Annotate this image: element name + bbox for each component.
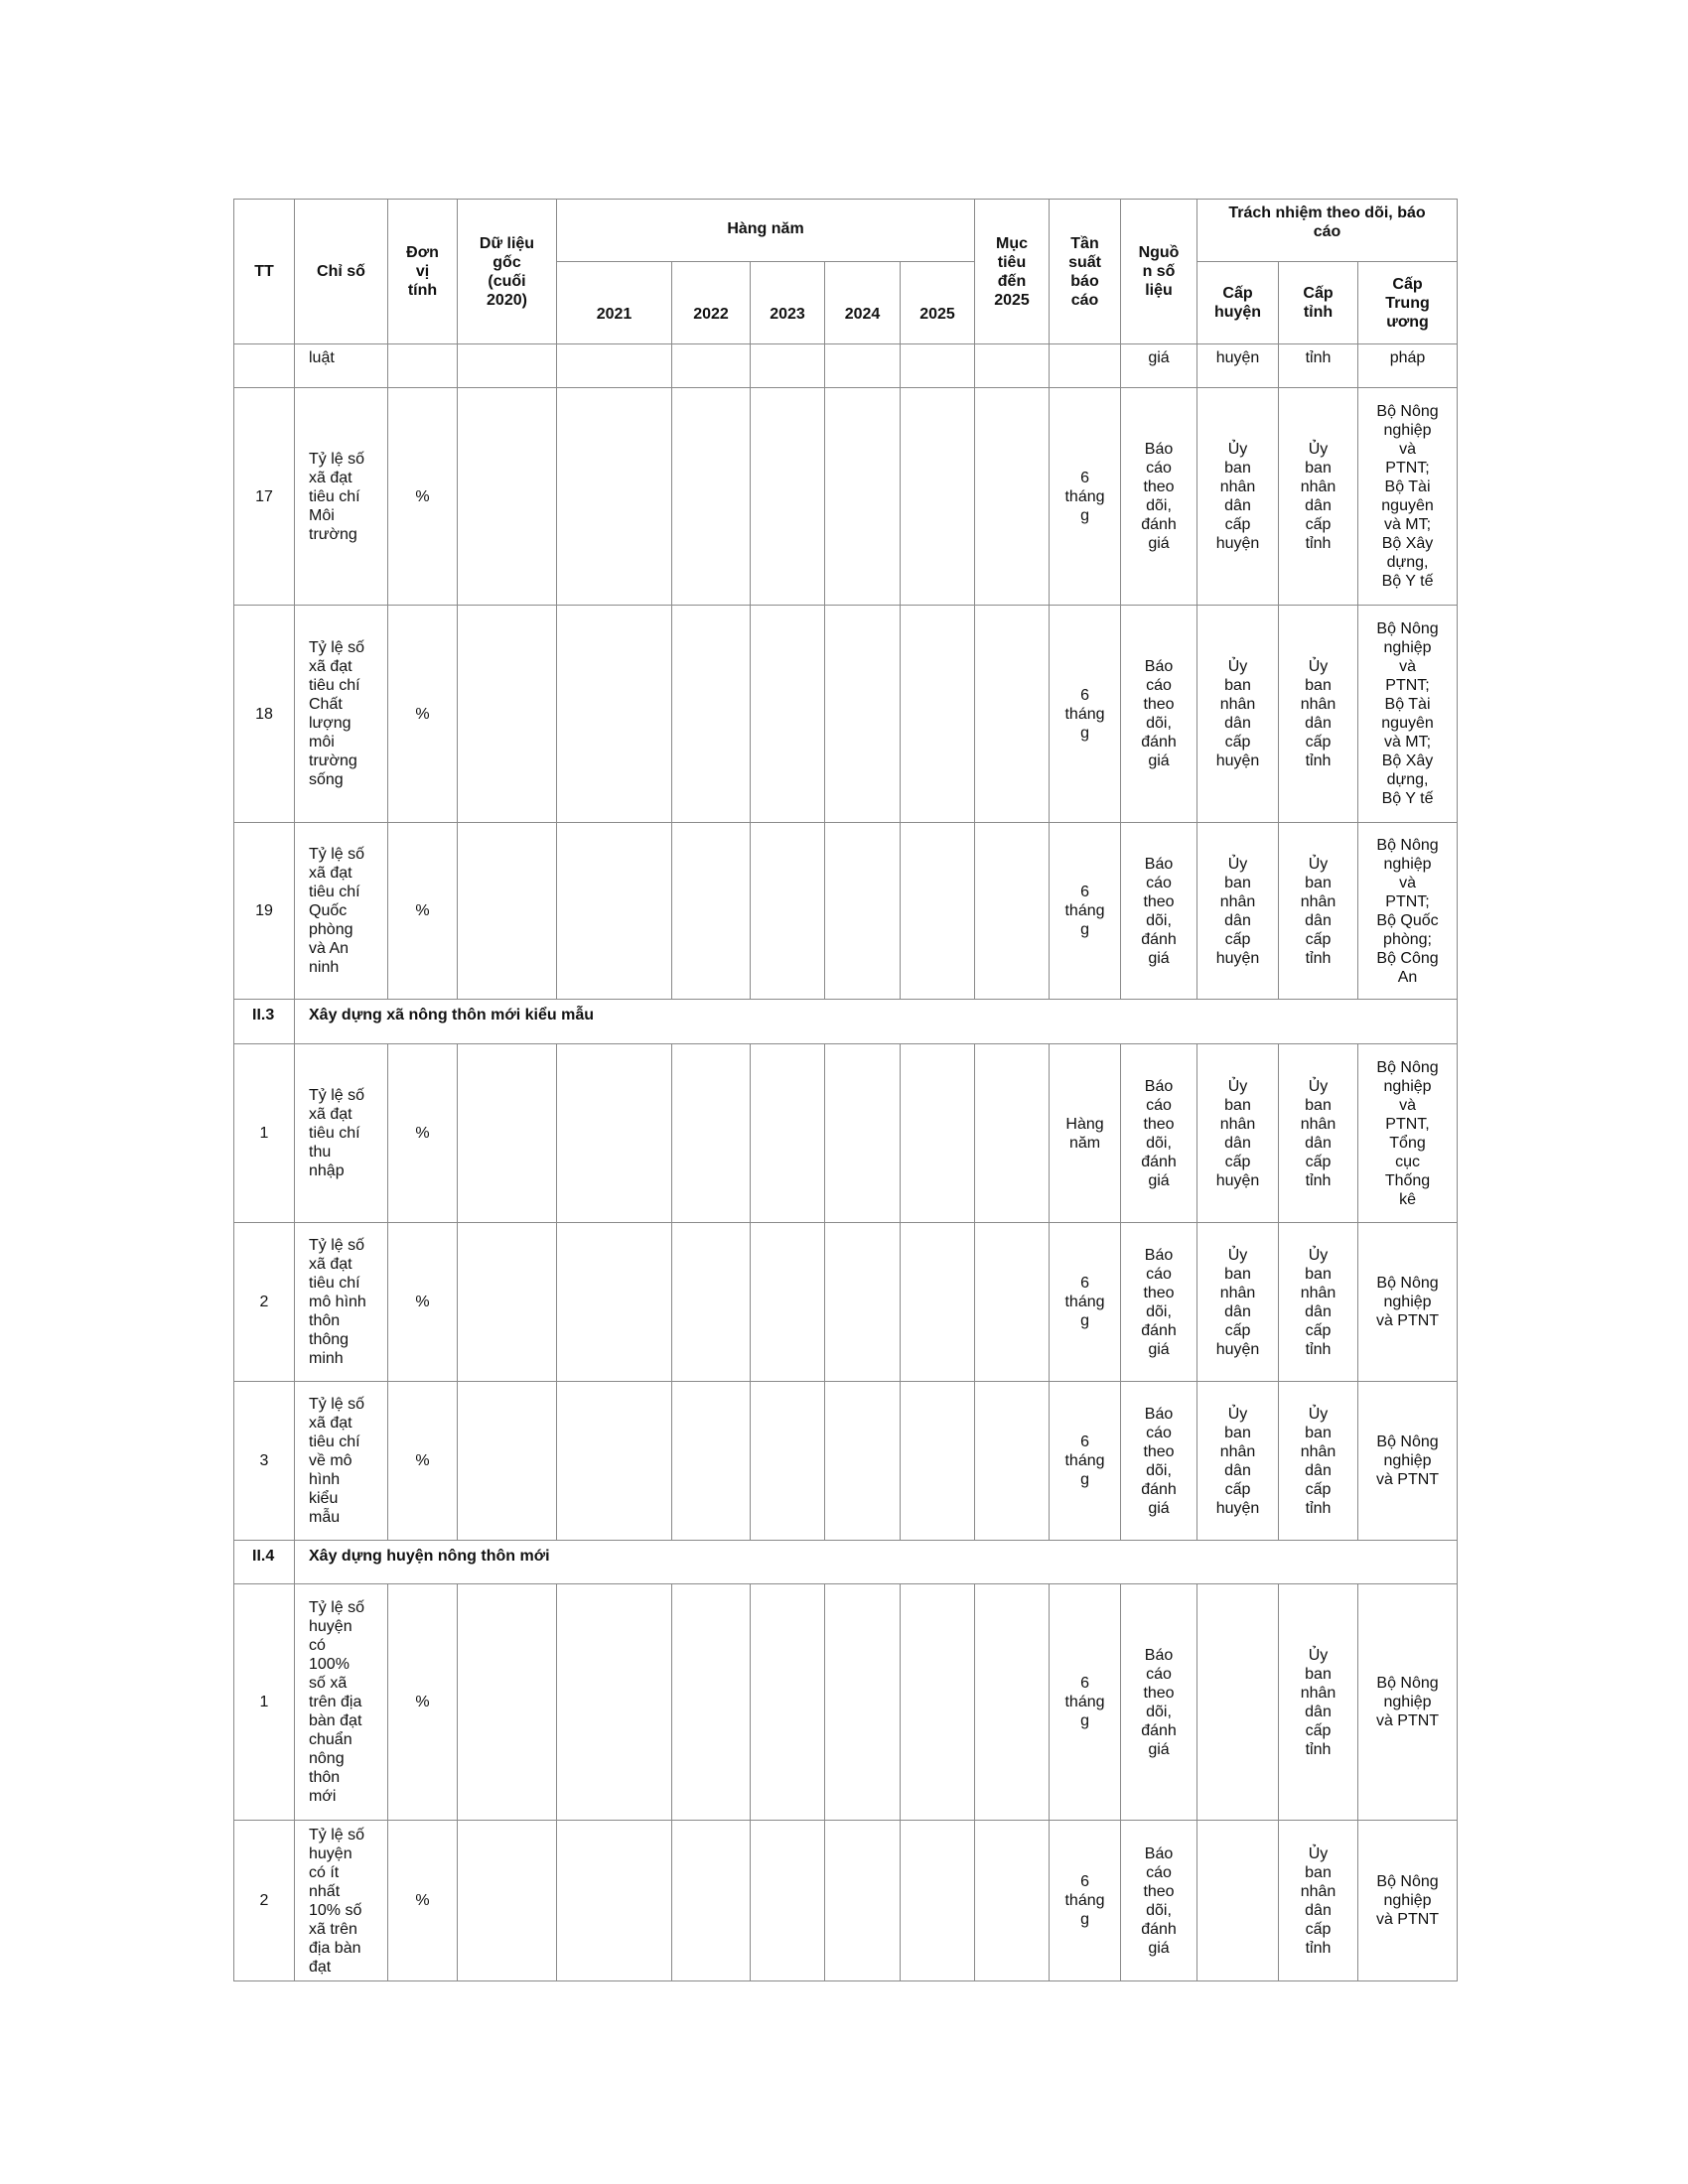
table-row [234, 1223, 1458, 1382]
cell-cap-huyen: huyện [1197, 344, 1279, 388]
cell-nguon: Báo cáo theo dõi, đánh giá [1121, 1223, 1197, 1382]
cell-cap-huyen [1197, 1821, 1279, 1981]
cell-2024 [825, 1044, 901, 1223]
cell-chi-so: Tỷ lệ số huyện có 100% số xã trên địa bàn đạt chuẩn nông thôn mới [295, 1584, 388, 1821]
cell-du-lieu-goc [458, 388, 557, 606]
cell-don-vi: % [388, 606, 458, 823]
cell-du-lieu-goc [458, 1584, 557, 1821]
section-title: Xây dựng huyện nông thôn mới [295, 1541, 1458, 1584]
cell-cap-tw: Bộ Nông nghiệp và PTNT [1358, 1821, 1458, 1981]
indicator-table [233, 199, 1458, 1981]
cell-cap-huyen: Ủy ban nhân dân cấp huyện [1197, 606, 1279, 823]
cell-don-vi: % [388, 1044, 458, 1223]
cell-don-vi: % [388, 1382, 458, 1541]
cell-2021 [557, 388, 672, 606]
row-group-ii4 [234, 1584, 1458, 1981]
cell-2022 [672, 823, 751, 1000]
cell-chi-so: Tỷ lệ số xã đạt tiêu chí thu nhập [295, 1044, 388, 1223]
header-chi-so: Chỉ số [295, 200, 388, 344]
cell-2024 [825, 1821, 901, 1981]
cell-2025 [901, 1584, 975, 1821]
cell-cap-tinh: Ủy ban nhân dân cấp tỉnh [1279, 823, 1358, 1000]
cell-2024 [825, 388, 901, 606]
cell-nguon: Báo cáo theo dõi, đánh giá [1121, 823, 1197, 1000]
cell-don-vi: % [388, 388, 458, 606]
section-number: II.4 [234, 1541, 295, 1584]
header-year: 2022 [672, 262, 751, 344]
cell-2023 [751, 1584, 825, 1821]
header-row-1 [234, 200, 1458, 262]
cell-nguon: Báo cáo theo dõi, đánh giá [1121, 1584, 1197, 1821]
cell-2021 [557, 1044, 672, 1223]
cell-2024 [825, 823, 901, 1000]
cell-nguon: Báo cáo theo dõi, đánh giá [1121, 1044, 1197, 1223]
header-tan-suat: Tần suất báo cáo [1050, 200, 1121, 344]
header-hang-nam: Hàng năm [557, 200, 975, 262]
cell-muc-tieu [975, 1382, 1050, 1541]
cell-du-lieu-goc [458, 1382, 557, 1541]
cell-muc-tieu [975, 823, 1050, 1000]
header-cap-tw: Cấp Trung ương [1358, 262, 1458, 344]
cell-du-lieu-goc [458, 1223, 557, 1382]
cell-cap-tw: pháp [1358, 344, 1458, 388]
cell-cap-huyen: Ủy ban nhân dân cấp huyện [1197, 823, 1279, 1000]
header-tt: TT [234, 200, 295, 344]
cell-cap-huyen: Ủy ban nhân dân cấp huyện [1197, 1223, 1279, 1382]
cell-2021 [557, 823, 672, 1000]
cell-nguon: Báo cáo theo dõi, đánh giá [1121, 1821, 1197, 1981]
cell-cap-tinh: Ủy ban nhân dân cấp tỉnh [1279, 1223, 1358, 1382]
cell-cap-huyen: Ủy ban nhân dân cấp huyện [1197, 1044, 1279, 1223]
cell-nguon: Báo cáo theo dõi, đánh giá [1121, 606, 1197, 823]
cell-cap-tw: Bộ Nông nghiệp và PTNT; Bộ Quốc phòng; Bộ Công An [1358, 823, 1458, 1000]
cell-2025 [901, 606, 975, 823]
cell-cap-tw: Bộ Nông nghiệp và PTNT [1358, 1223, 1458, 1382]
cell-2021 [557, 1821, 672, 1981]
cell-2022 [672, 1382, 751, 1541]
cell-2025 [901, 823, 975, 1000]
cell-tan-suat: 6 tháng g [1050, 606, 1121, 823]
cell-tan-suat: 6 tháng g [1050, 1223, 1121, 1382]
cell-cap-tinh: Ủy ban nhân dân cấp tỉnh [1279, 1044, 1358, 1223]
cell-tt: 1 [234, 1044, 295, 1223]
cell-muc-tieu [975, 1044, 1050, 1223]
cell-cap-tinh: Ủy ban nhân dân cấp tỉnh [1279, 1382, 1358, 1541]
cell-cap-tinh: Ủy ban nhân dân cấp tỉnh [1279, 1584, 1358, 1821]
section-title: Xây dựng xã nông thôn mới kiểu mẫu [295, 1000, 1458, 1044]
header-don-vi: Đơn vị tính [388, 200, 458, 344]
cell-don-vi: % [388, 1223, 458, 1382]
cell-muc-tieu [975, 606, 1050, 823]
header-cap-huyen: Cấp huyện [1197, 262, 1279, 344]
cell-2023 [751, 1223, 825, 1382]
cell-2023 [751, 1044, 825, 1223]
cell-tt: 17 [234, 388, 295, 606]
cell-2024 [825, 1223, 901, 1382]
cell-tt: 1 [234, 1584, 295, 1821]
cell-don-vi: % [388, 1584, 458, 1821]
continuation-row [234, 344, 1458, 388]
cell-tan-suat: Hàng năm [1050, 1044, 1121, 1223]
cell-2023 [751, 606, 825, 823]
cell-chi-so: Tỷ lệ số xã đạt tiêu chí mô hình thôn thông minh [295, 1223, 388, 1382]
cell-2025 [901, 1821, 975, 1981]
section-number: II.3 [234, 1000, 295, 1044]
table-row [234, 1584, 1458, 1821]
cell-cap-huyen [1197, 1584, 1279, 1821]
cell-cap-tinh: tỉnh [1279, 344, 1358, 388]
cell-2025 [901, 1223, 975, 1382]
cell-tt: 2 [234, 1223, 295, 1382]
cell-chi-so: Tỷ lệ số xã đạt tiêu chí về mô hình kiểu mẫu [295, 1382, 388, 1541]
cell-2023 [751, 388, 825, 606]
cell-cap-huyen: Ủy ban nhân dân cấp huyện [1197, 388, 1279, 606]
cell-2022 [672, 1584, 751, 1821]
cell-2021 [557, 1584, 672, 1821]
cell-2022 [672, 388, 751, 606]
cell-tt: 18 [234, 606, 295, 823]
cell-2024 [825, 1584, 901, 1821]
cell-cap-tw: Bộ Nông nghiệp và PTNT [1358, 1382, 1458, 1541]
table-row [234, 606, 1458, 823]
cell-cap-tw: Bộ Nông nghiệp và PTNT; Bộ Tài nguyên và MT; Bộ Xây dựng, Bộ Y tế [1358, 388, 1458, 606]
header-cap-tinh: Cấp tỉnh [1279, 262, 1358, 344]
cell-tan-suat: 6 tháng g [1050, 1382, 1121, 1541]
table-row [234, 1382, 1458, 1541]
cell-2022 [672, 1821, 751, 1981]
cell-nguon: Báo cáo theo dõi, đánh giá [1121, 1382, 1197, 1541]
cell-2021 [557, 1382, 672, 1541]
cell-tan-suat: 6 tháng g [1050, 1584, 1121, 1821]
cell-nguon: giá [1121, 344, 1197, 388]
cell-2025 [901, 1044, 975, 1223]
table-row [234, 1821, 1458, 1981]
header-muc-tieu: Mục tiêu đến 2025 [975, 200, 1050, 344]
cell-tan-suat: 6 tháng g [1050, 388, 1121, 606]
section-row-ii4 [234, 1541, 1458, 1584]
cell-2021 [557, 1223, 672, 1382]
cell-du-lieu-goc [458, 606, 557, 823]
header-trach-nhiem: Trách nhiệm theo dõi, báo cáo [1197, 200, 1458, 262]
table-row [234, 388, 1458, 606]
cell-tt: 19 [234, 823, 295, 1000]
cell-chi-so: Tỷ lệ số xã đạt tiêu chí Quốc phòng và An ninh [295, 823, 388, 1000]
cell-tan-suat: 6 tháng g [1050, 1821, 1121, 1981]
cell-cap-tinh: Ủy ban nhân dân cấp tỉnh [1279, 606, 1358, 823]
cell-cap-tinh: Ủy ban nhân dân cấp tỉnh [1279, 1821, 1358, 1981]
cell-tan-suat: 6 tháng g [1050, 823, 1121, 1000]
cell-du-lieu-goc [458, 1044, 557, 1223]
cell-don-vi: % [388, 1821, 458, 1981]
cell-tt: 2 [234, 1821, 295, 1981]
table-row [234, 823, 1458, 1000]
cell-muc-tieu [975, 1821, 1050, 1981]
cell-nguon: Báo cáo theo dõi, đánh giá [1121, 388, 1197, 606]
header-year: 2021 [557, 262, 672, 344]
cell-tt: 3 [234, 1382, 295, 1541]
cell-muc-tieu [975, 1584, 1050, 1821]
cell-2025 [901, 388, 975, 606]
header-du-lieu-goc: Dữ liệu gốc (cuối 2020) [458, 200, 557, 344]
cell-2022 [672, 606, 751, 823]
row-group-ii2 [234, 388, 1458, 1000]
header-year: 2025 [901, 262, 975, 344]
cell-muc-tieu [975, 1223, 1050, 1382]
cell-2025 [901, 1382, 975, 1541]
cell-cap-tw: Bộ Nông nghiệp và PTNT, Tổng cục Thống kê [1358, 1044, 1458, 1223]
cell-2021 [557, 606, 672, 823]
cell-2024 [825, 606, 901, 823]
header-year: 2023 [751, 262, 825, 344]
header-year: 2024 [825, 262, 901, 344]
cell-2023 [751, 1821, 825, 1981]
cell-cap-tw: Bộ Nông nghiệp và PTNT; Bộ Tài nguyên và MT; Bộ Xây dựng, Bộ Y tế [1358, 606, 1458, 823]
cell-cap-tinh: Ủy ban nhân dân cấp tỉnh [1279, 388, 1358, 606]
cell-chi-so: luật [295, 344, 388, 388]
cell-du-lieu-goc [458, 1821, 557, 1981]
cell-cap-tw: Bộ Nông nghiệp và PTNT [1358, 1584, 1458, 1821]
cell-du-lieu-goc [458, 823, 557, 1000]
section-row-ii3 [234, 1000, 1458, 1044]
cell-don-vi: % [388, 823, 458, 1000]
cell-chi-so: Tỷ lệ số xã đạt tiêu chí Chất lượng môi trường sống [295, 606, 388, 823]
cell-2022 [672, 1223, 751, 1382]
cell-cap-huyen: Ủy ban nhân dân cấp huyện [1197, 1382, 1279, 1541]
cell-muc-tieu [975, 388, 1050, 606]
cell-2022 [672, 1044, 751, 1223]
cell-chi-so: Tỷ lệ số xã đạt tiêu chí Môi trường [295, 388, 388, 606]
header-nguon: Nguồ n số liệu [1121, 200, 1197, 344]
cell-chi-so: Tỷ lệ số huyện có ít nhất 10% số xã trên địa bàn đạt [295, 1821, 388, 1981]
table-row [234, 1044, 1458, 1223]
cell-2023 [751, 1382, 825, 1541]
cell-2023 [751, 823, 825, 1000]
row-group-ii3 [234, 1044, 1458, 1541]
cell-2024 [825, 1382, 901, 1541]
